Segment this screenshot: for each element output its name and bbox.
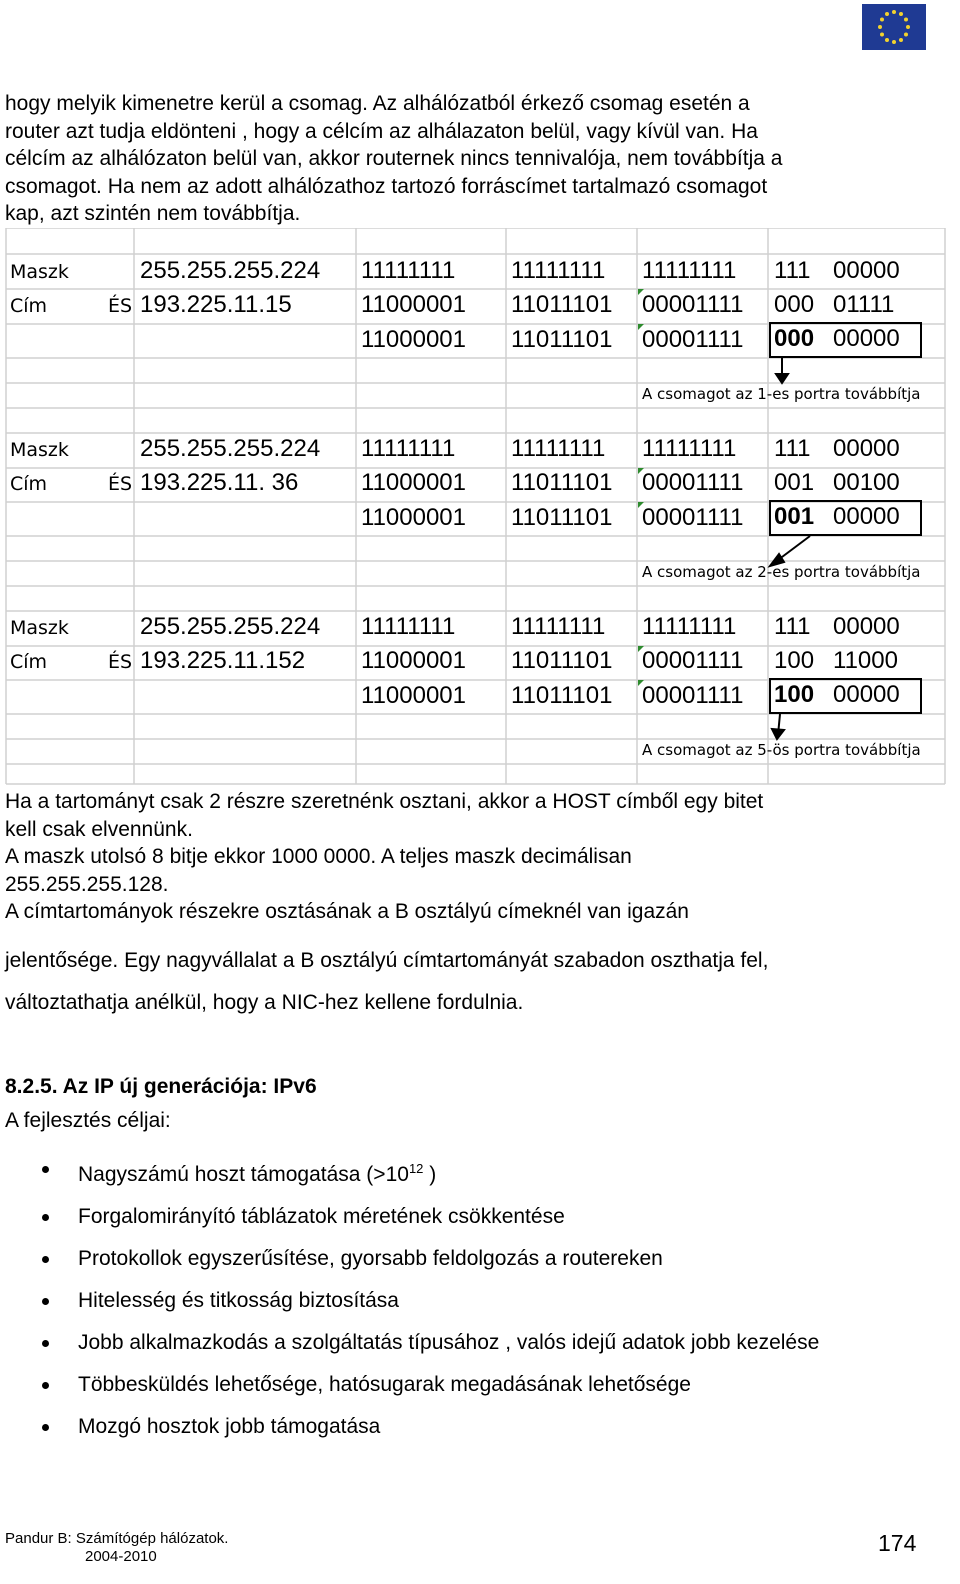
mask-bits-host: 00000 — [833, 435, 900, 462]
address-bits-host: 00100 — [833, 469, 900, 496]
text-line: célcím az alhálózaton belül van, akkor routernek nincs tennivalója, nem továbbítja a — [5, 147, 783, 170]
result-bits-octet-2: 11011101 — [511, 326, 613, 353]
address-bits-octet-3: 00001111 — [642, 469, 744, 496]
goals-list — [0, 1148, 960, 1448]
mask-bits-host: 00000 — [833, 257, 900, 284]
list-item — [0, 1148, 898, 1196]
list-item — [0, 1280, 898, 1322]
text-line: kap, azt szintén nem továbbítja. — [5, 202, 301, 225]
result-bits-octet-3: 00001111 — [642, 326, 744, 353]
text-line: Ha a tartományt csak 2 részre szeretnénk osztani, akkor a HOST címből egy bitet — [5, 790, 764, 813]
address-bits-octet-1: 11000001 — [361, 469, 466, 496]
address-bits-octet-2: 11011101 — [511, 647, 613, 674]
address-decimal: 193.225.11. 36 — [140, 469, 299, 496]
address-bits-octet-2: 11011101 — [511, 469, 613, 496]
footer-citation — [5, 1530, 228, 1566]
mask-bits-octet-3: 11111111 — [642, 613, 737, 640]
footer-years: 2004-2010 — [85, 1548, 157, 1565]
bullet-icon — [42, 1340, 49, 1347]
text-line: A maszk utolsó 8 bitje ekkor 1000 0000. A teljes maszk decimálisan — [5, 845, 632, 868]
address-bits-host: 01111 — [833, 291, 895, 318]
text-line: hogy melyik kimenetre kerül a csomag. Az alhálózatból érkező csomag esetén a — [5, 92, 750, 115]
and-operator-label: ÉS — [108, 651, 133, 673]
result-bits-host: 00000 — [833, 325, 900, 352]
result-bits-octet-1: 11000001 — [361, 682, 466, 709]
list-item — [0, 1238, 898, 1280]
address-bits-subnet: 100 — [774, 647, 815, 674]
bullet-icon — [42, 1424, 49, 1431]
mask-bits-subnet: 111 — [774, 257, 811, 284]
result-bits-octet-3: 00001111 — [642, 504, 744, 531]
arrow-icon — [778, 536, 810, 560]
mask-decimal: 255.255.255.224 — [140, 613, 321, 640]
mask-bits-host: 00000 — [833, 613, 900, 640]
eu-flag-icon — [862, 4, 926, 50]
mask-bits-octet-1: 11111111 — [361, 257, 456, 284]
page-number: 174 — [878, 1530, 917, 1556]
text-line: A címtartományok részekre osztásának a B osztályú címeknél van igazán — [5, 900, 689, 923]
address-bits-octet-1: 11000001 — [361, 647, 466, 674]
address-decimal: 193.225.11.152 — [140, 647, 306, 674]
footer-author: Pandur B: Számítógép hálózatok. — [5, 1530, 229, 1547]
list-item — [0, 1406, 898, 1448]
forwarding-note: A csomagot az 1-es portra továbbítja — [642, 385, 921, 403]
intro-paragraph — [5, 90, 955, 228]
mask-label: Maszk — [10, 261, 69, 283]
list-item-text: Protokollok egyszerűsítése, gyorsabb feldolgozás a routereken — [78, 1247, 663, 1270]
address-bits-subnet: 000 — [774, 291, 815, 318]
forwarding-note: A csomagot az 2-es portra továbbítja — [642, 563, 921, 581]
mask-bits-octet-2: 11111111 — [511, 257, 606, 284]
text-line: router azt tudja eldönteni , hogy a célcím az alhálazaton belül, vagy kívül van. Ha — [5, 119, 758, 143]
address-bits-octet-3: 00001111 — [642, 647, 744, 674]
mask-bits-octet-3: 11111111 — [642, 257, 737, 284]
list-item-text: Jobb alkalmazkodás a szolgáltatás típusához , valós idejű adatok jobb kezelése — [78, 1331, 820, 1354]
bullet-icon — [42, 1214, 49, 1221]
bullet-icon — [42, 1298, 49, 1305]
mask-decimal: 255.255.255.224 — [140, 435, 321, 462]
mask-bits-octet-1: 11111111 — [361, 435, 456, 462]
list-item-text: Többesküldés lehetősége, hatósugarak megadásának lehetősége — [78, 1373, 691, 1396]
result-bits-subnet: 100 — [774, 681, 815, 708]
mask-decimal: 255.255.255.224 — [140, 257, 321, 284]
list-item-text: Mozgó hosztok jobb támogatása — [78, 1415, 381, 1438]
mask-bits-subnet: 111 — [774, 613, 811, 640]
text-line: kell csak elvennünk. — [5, 817, 193, 841]
and-operator-label: ÉS — [108, 473, 133, 495]
mask-label: Maszk — [10, 617, 69, 639]
result-bits-octet-1: 11000001 — [361, 504, 466, 531]
address-label: Cím — [10, 473, 48, 495]
address-label: Cím — [10, 295, 48, 317]
mask-bits-octet-2: 11111111 — [511, 435, 606, 462]
division-paragraph-cont — [5, 940, 955, 1024]
address-bits-octet-3: 00001111 — [642, 291, 744, 318]
list-item — [0, 1196, 898, 1238]
result-bits-octet-3: 00001111 — [642, 682, 744, 709]
result-bits-subnet: 000 — [774, 325, 815, 352]
address-bits-subnet: 001 — [774, 469, 815, 496]
forwarding-note: A csomagot az 5-ös portra továbbítja — [642, 741, 921, 759]
bullet-icon — [42, 1166, 49, 1173]
address-bits-octet-2: 11011101 — [511, 291, 613, 318]
bullet-icon — [42, 1382, 49, 1389]
result-bits-octet-1: 11000001 — [361, 326, 466, 353]
result-bits-octet-2: 11011101 — [511, 504, 613, 531]
result-bits-host: 00000 — [833, 681, 900, 708]
goals-intro: A fejlesztés céljai: — [5, 1109, 171, 1132]
bullet-icon — [42, 1256, 49, 1263]
list-item — [0, 1322, 848, 1364]
section-title: 8.2.5. Az IP új generációja: IPv6 — [5, 1075, 317, 1098]
text-line: változtathatja anélkül, hogy a NIC-hez kellene fordulnia. — [5, 991, 524, 1014]
mask-bits-subnet: 111 — [774, 435, 811, 462]
mask-bits-octet-1: 11111111 — [361, 613, 456, 640]
list-item-text: Hitelesség és titkosság biztosítása — [78, 1289, 399, 1312]
result-bits-subnet: 001 — [774, 503, 815, 530]
mask-bits-octet-3: 11111111 — [642, 435, 737, 462]
exponent: 12 — [408, 1161, 424, 1176]
list-item-text: Nagyszámú hoszt támogatása (>10 — [78, 1163, 409, 1186]
text-line: 255.255.255.128. — [5, 872, 169, 896]
text-line: jelentősége. Egy nagyvállalat a B osztályú címtartományát szabadon oszthatja fel, — [5, 949, 769, 972]
result-bits-octet-2: 11011101 — [511, 682, 613, 709]
address-label: Cím — [10, 651, 48, 673]
mask-bits-octet-2: 11111111 — [511, 613, 606, 640]
list-item-text-end: ) — [423, 1163, 437, 1186]
and-operator-label: ÉS — [108, 295, 133, 317]
result-bits-host: 00000 — [833, 503, 900, 530]
list-item — [0, 1364, 898, 1406]
address-bits-octet-1: 11000001 — [361, 291, 466, 318]
address-decimal: 193.225.11.15 — [140, 291, 292, 318]
division-paragraph — [5, 788, 955, 926]
subnet-mask-example-table — [0, 228, 960, 796]
list-item-text: Forgalomirányító táblázatok méretének csökkentése — [78, 1205, 565, 1228]
mask-label: Maszk — [10, 439, 69, 461]
text-line: csomagot. Ha nem az adott alhálózathoz tartozó forráscímet tartalmazó csomagot — [5, 174, 768, 198]
address-bits-host: 11000 — [833, 647, 898, 674]
